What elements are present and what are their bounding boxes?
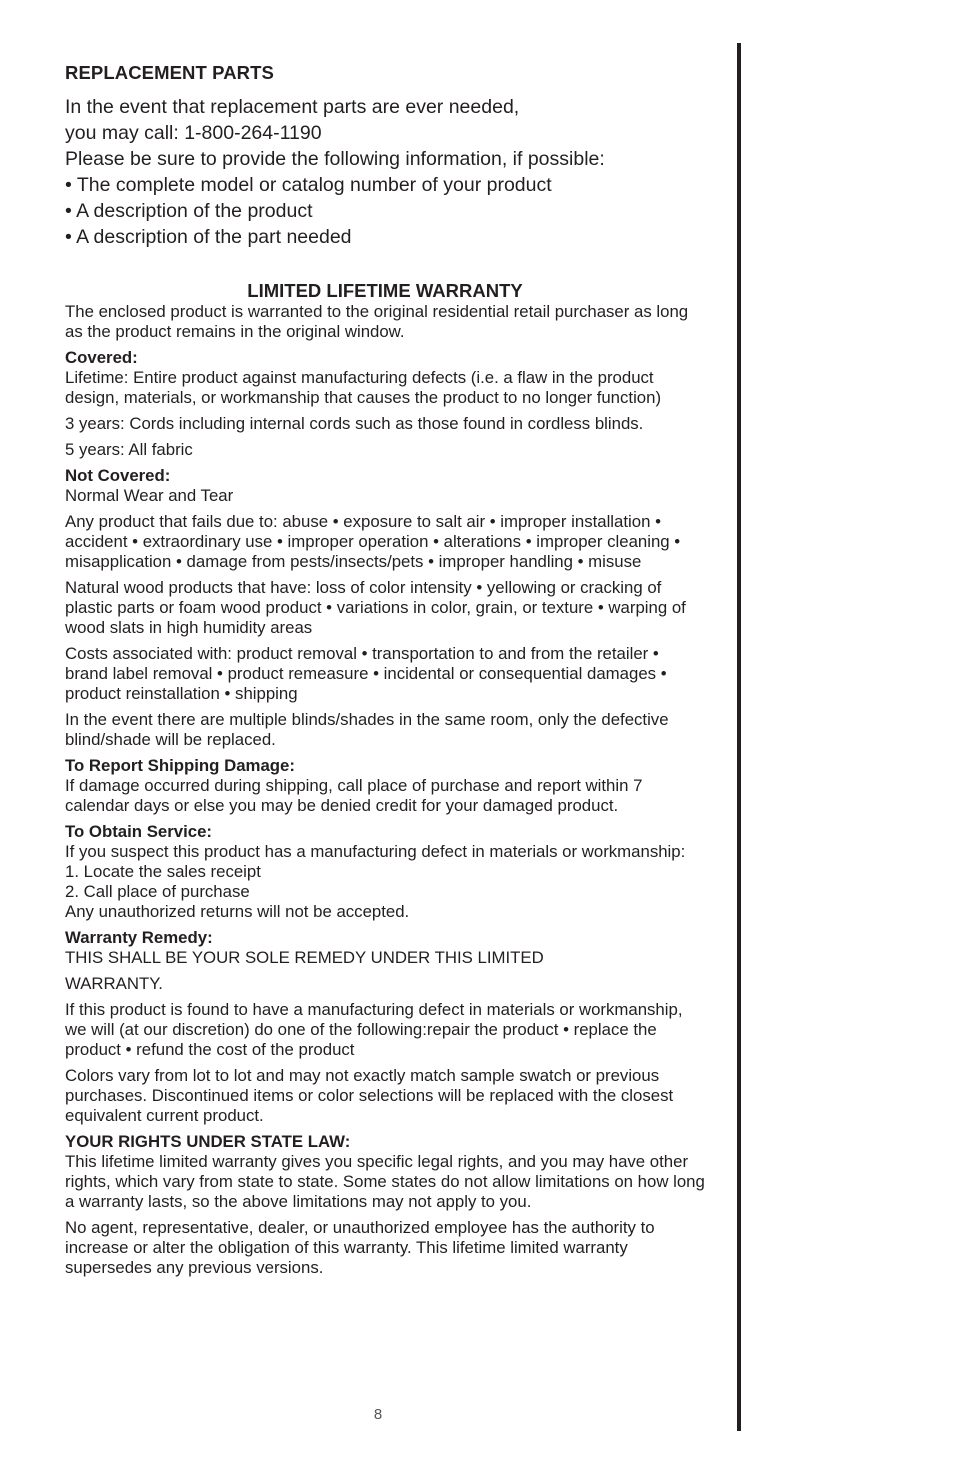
warranty-section [65,280,705,1278]
covered-item: Lifetime: Entire product against manufacturing defects (i.e. a flaw in the product design, materials, or workmanship that causes the product to no longer function) [65,368,662,407]
intro-line: Please be sure to provide the following information, if possible: [65,148,605,170]
not-covered-heading: Not Covered: [65,466,171,485]
shipping-heading: To Report Shipping Damage: [65,756,295,775]
list-item: • The complete model or catalog number of your product [65,174,552,196]
list-item: • A description of the part needed [65,226,352,248]
covered-item: 3 years: Cords including internal cords such as those found in cordless blinds. [65,414,644,433]
replacement-parts-body [65,94,705,250]
page-number: 8 [373,1406,383,1423]
not-covered-item: In the event there are multiple blinds/shades in the same room, only the defective blind/shade will be replaced. [65,710,669,749]
service-steps [65,862,705,902]
not-covered-item: Costs associated with: product removal • transportation to and from the retailer • brand label removal • product remeasure • incidental or consequential damages • product reinstallation • shipping [65,644,667,703]
rights-heading: YOUR RIGHTS UNDER STATE LAW: [65,1132,351,1151]
remedy-line: WARRANTY. [65,974,163,993]
remedy-text: If this product is found to have a manufacturing defect in materials or workmanship, we will (at our discretion) do one of the following:repair the product • replace the product • refund the cost of the product [65,1000,683,1059]
list-item: 2. Call place of purchase [65,882,250,901]
covered-item: 5 years: All fabric [65,440,193,459]
service-text: If you suspect this product has a manufacturing defect in materials or workmanship: [65,842,686,861]
info-bullet-list [65,172,705,250]
replacement-parts-section [65,62,705,250]
shipping-text: If damage occurred during shipping, call place of purchase and report within 7 calendar days or else you may be denied credit for your damaged product. [65,776,643,815]
not-covered-item: Any product that fails due to: abuse • exposure to salt air • improper installation • accident • extraordinary use • improper operation • alterations • improper cleaning • misapplication • damage from pests/insects/pets • improper handling • misuse [65,512,681,571]
remedy-text: Colors vary from lot to lot and may not exactly match sample swatch or previous purchases. Discontinued items or color selections will be replaced with the closest equivalent current product. [65,1066,674,1125]
vertical-rule [737,43,741,1431]
remedy-line: THIS SHALL BE YOUR SOLE REMEDY UNDER THIS LIMITED [65,948,544,967]
rights-text: This lifetime limited warranty gives you specific legal rights, and you may have other rights, which vary from state to state. Some states do not allow limitations on how long a warranty lasts, so the above limitations may not apply to you. [65,1152,705,1211]
list-item: • A description of the product [65,200,313,222]
replacement-parts-title: REPLACEMENT PARTS [65,62,274,83]
page-content [65,62,705,1284]
warranty-intro: The enclosed product is warranted to the original residential retail purchaser as long as the product remains in the original window. [65,302,689,341]
rights-text: No agent, representative, dealer, or unauthorized employee has the authority to increase or alter the obligation of this warranty. This lifetime limited warranty supersedes any previous versions. [65,1218,655,1277]
warranty-title: LIMITED LIFETIME WARRANTY [247,280,523,301]
not-covered-item: Natural wood products that have: loss of color intensity • yellowing or cracking of plastic parts or foam wood product • variations in color, grain, or texture • warping of wood slats in high humidity areas [65,578,686,637]
remedy-heading: Warranty Remedy: [65,928,213,947]
service-note: Any unauthorized returns will not be accepted. [65,902,410,921]
phone-line: you may call: 1-800-264-1190 [65,122,322,144]
intro-line: In the event that replacement parts are ever needed, [65,96,520,118]
not-covered-item: Normal Wear and Tear [65,486,234,505]
covered-heading: Covered: [65,348,138,367]
list-item: 1. Locate the sales receipt [65,862,261,881]
service-heading: To Obtain Service: [65,822,213,841]
